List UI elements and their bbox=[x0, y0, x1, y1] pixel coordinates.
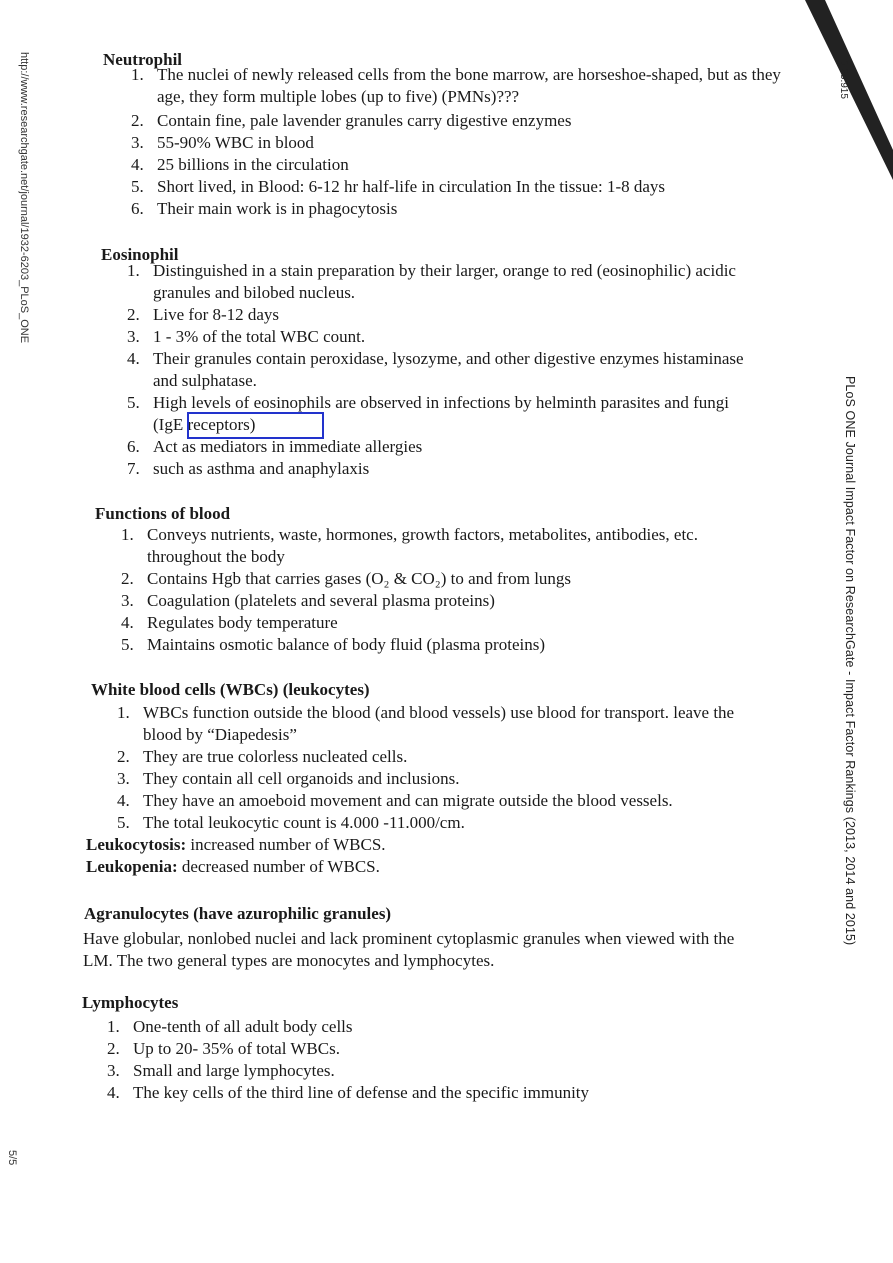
list-item: 1. The nuclei of newly released cells from the bone marrow, are horseshoe-shaped, but as they age, they form multiple lobes (up to five) (PMNs)??? bbox=[131, 65, 781, 106]
list-item: 5. The total leukocytic count is 4.000 -11.000/cm. bbox=[117, 813, 465, 832]
eosinophil-list bbox=[127, 260, 763, 480]
section-title-wbc: White blood cells (WBCs) (leukocytes) bbox=[91, 680, 370, 699]
list-item: 4. Their granules contain peroxidase, lysozyme, and other digestive enzymes histaminase and sulphatase. bbox=[127, 349, 744, 390]
section-title-functions: Functions of blood bbox=[95, 504, 231, 523]
leukopenia-line: Leukopenia: decreased number of WBCS. bbox=[86, 857, 380, 876]
margin-journal-text: PLoS ONE Journal Impact Factor on ResearchGate - Impact Factor Rankings (2013, 2014 and 2015) bbox=[843, 376, 857, 946]
list-item: 5. High levels of eosinophils are observed in infections by helminth parasites and fungi (IgE receptors) bbox=[127, 393, 729, 434]
section-title-agranulocytes: Agranulocytes (have azurophilic granules) bbox=[84, 904, 392, 923]
section-title-neutrophil: Neutrophil bbox=[103, 50, 183, 69]
list-item: 4. 25 billions in the circulation bbox=[131, 155, 349, 174]
list-item: 2. Contains Hgb that carries gases (O₂ & CO₂) to and from lungs bbox=[121, 569, 572, 588]
list-item: 3. 55-90% WBC in blood bbox=[131, 133, 314, 152]
list-item: 5. Maintains osmotic balance of body fluid (plasma proteins) bbox=[121, 635, 545, 654]
list-item: 3. Coagulation (platelets and several plasma proteins) bbox=[121, 591, 495, 610]
functions-list bbox=[121, 524, 761, 656]
list-item: 4. Regulates body temperature bbox=[121, 613, 338, 632]
list-item: 1. Conveys nutrients, waste, hormones, growth factors, metabolites, antibodies, etc. throughout the body bbox=[121, 525, 698, 566]
list-item: 2. Live for 8-12 days bbox=[127, 305, 280, 324]
list-item: 5. Short lived, in Blood: 6-12 hr half-life in circulation In the tissue: 1-8 days bbox=[131, 177, 666, 196]
list-item: 3. 1 - 3% of the total WBC count. bbox=[127, 327, 366, 346]
leukocytosis-line: Leukocytosis: increased number of WBCS. bbox=[86, 835, 386, 854]
list-item: 1. WBCs function outside the blood (and blood vessels) use blood for transport. leave the blood by “Diapedesis” bbox=[117, 703, 735, 744]
list-item: 1. One-tenth of all adult body cells bbox=[107, 1017, 353, 1036]
section-title-eosinophil: Eosinophil bbox=[101, 245, 179, 264]
list-item: 4. The key cells of the third line of defense and the specific immunity bbox=[107, 1083, 590, 1102]
list-item: 2. Contain fine, pale lavender granules carry digestive enzymes bbox=[131, 111, 572, 130]
section-title-lymphocytes: Lymphocytes bbox=[82, 993, 179, 1012]
lymphocytes-list bbox=[107, 1016, 747, 1104]
scan-corner-mark bbox=[795, 0, 893, 200]
list-item: 4. They have an amoeboid movement and can migrate outside the blood vessels. bbox=[117, 791, 673, 810]
ige-receptors-highlight bbox=[187, 412, 324, 439]
page-number: 5/5 bbox=[6, 1150, 18, 1166]
neutrophil-list bbox=[131, 60, 781, 220]
list-item: 6. Their main work is in phagocytosis bbox=[131, 199, 398, 218]
list-item: 3. They contain all cell organoids and inclusions. bbox=[117, 769, 460, 788]
list-item: 7. such as asthma and anaphylaxis bbox=[127, 459, 370, 478]
list-item: 3. Small and large lymphocytes. bbox=[107, 1061, 335, 1080]
list-item: 2. Up to 20- 35% of total WBCs. bbox=[107, 1039, 340, 1058]
margin-url: http://www.researchgate.net/journal/1932-6203_PLoS_ONE bbox=[18, 52, 30, 344]
list-item: 6. Act as mediators in immediate allergies bbox=[127, 437, 423, 456]
list-item: 2. They are true colorless nucleated cells. bbox=[117, 747, 408, 766]
agranulocytes-paragraph: Have globular, nonlobed nuclei and lack prominent cytoplasmic granules when viewed with the LM. The two general types are monocytes and lymphocytes. bbox=[83, 929, 735, 970]
margin-top-fragment: 3.25.915 bbox=[838, 60, 849, 99]
wbc-list bbox=[117, 702, 757, 834]
list-item: 1. Distinguished in a stain preparation by their larger, orange to red (eosinophilic) acidic granules and bilobed nucleus. bbox=[127, 261, 736, 302]
